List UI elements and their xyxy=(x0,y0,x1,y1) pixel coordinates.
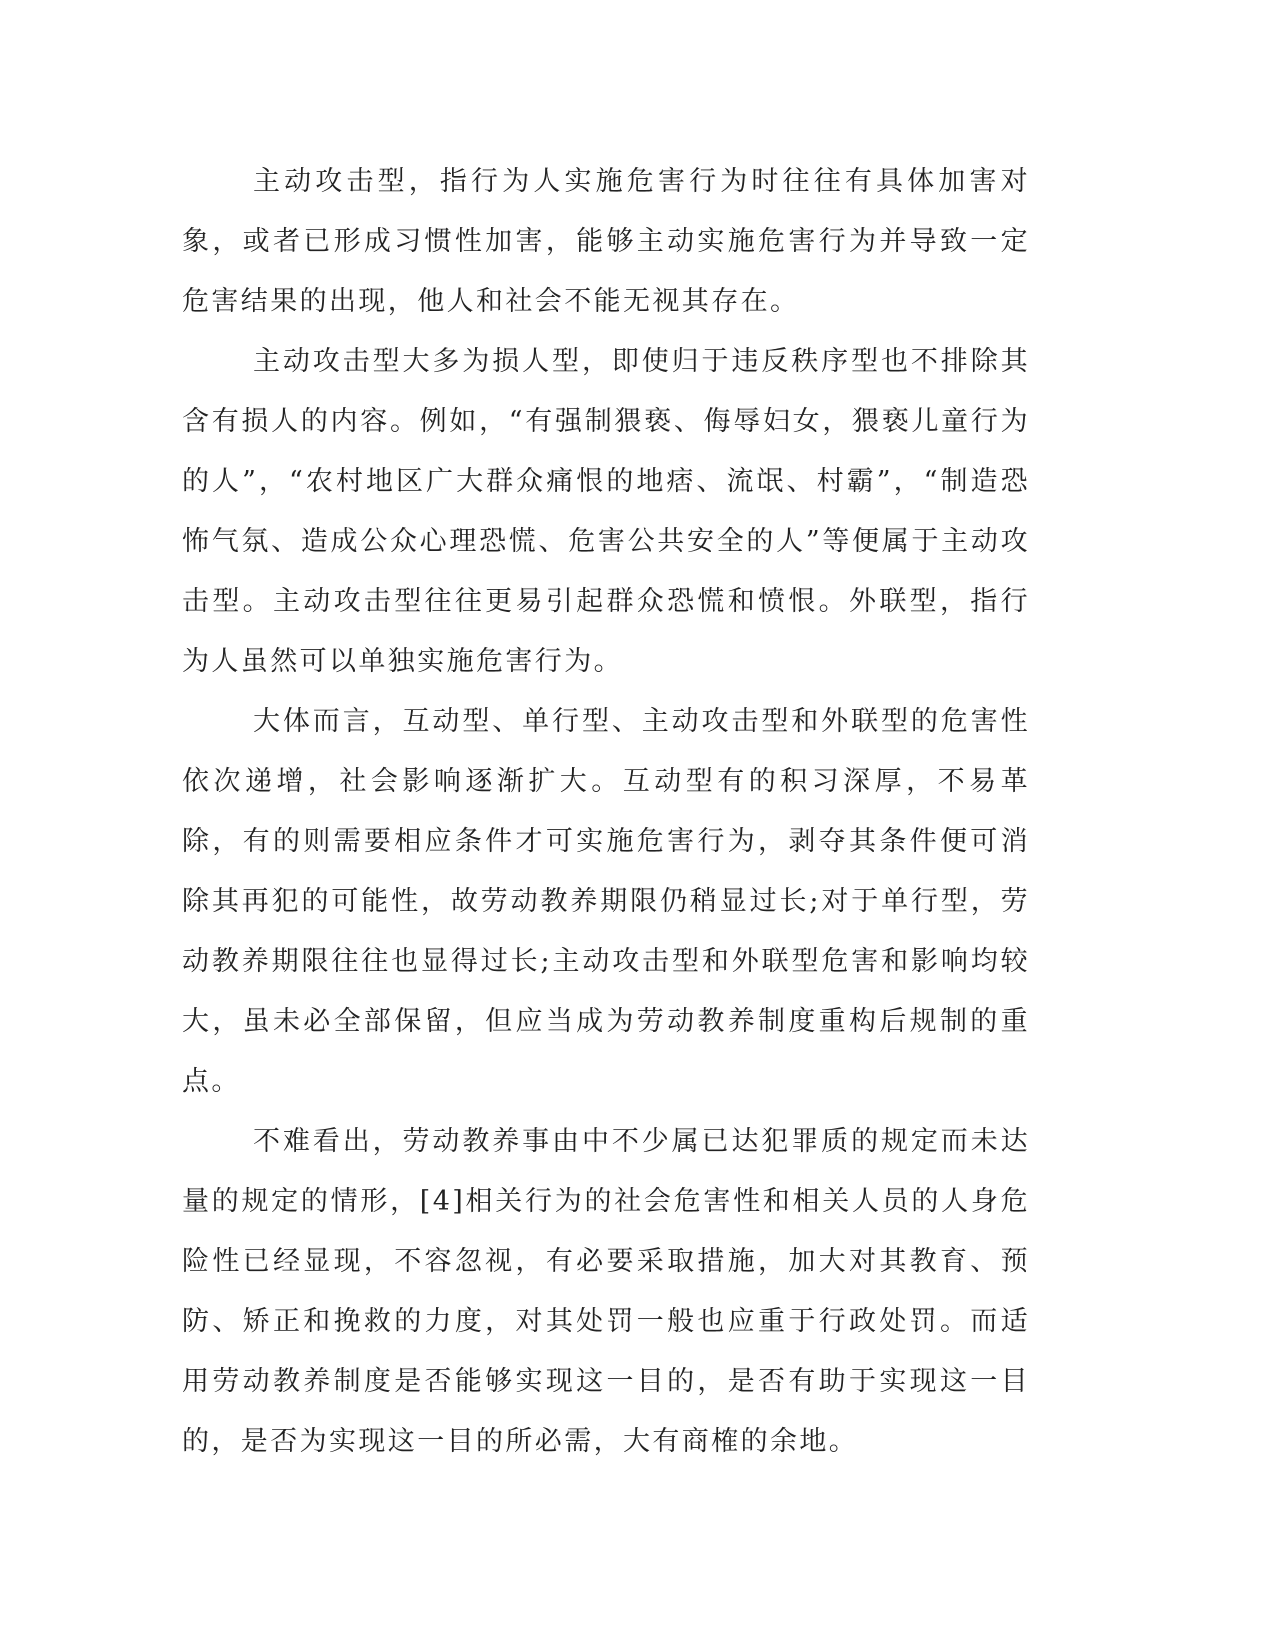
paragraph-4: 不难看出，劳动教养事由中不少属已达犯罪质的规定而未达量的规定的情形，[4]相关行为的社会危害性和相关人员的人身危险性已经显现，不容忽视，有必要采取措施，加大对其教育、预防、矫正和挽救的力度，对其处罚一般也应重于行政处罚。而适用劳动教养制度是否能够实现这一目的，是否有助于实现这一目的，是否为实现这一目的所必需，大有商榷的余地。 xyxy=(182,1126,1030,1457)
document-body xyxy=(182,152,1030,1472)
paragraph-1: 主动攻击型，指行为人实施危害行为时往往有具体加害对象，或者已形成习惯性加害，能够主动实施危害行为并导致一定危害结果的出现，他人和社会不能无视其存在。 xyxy=(182,166,1030,317)
paragraph-2: 主动攻击型大多为损人型，即使归于违反秩序型也不排除其含有损人的内容。例如，“有强制猥亵、侮辱妇女，猥亵儿童行为的人”，“农村地区广大群众痛恨的地痞、流氓、村霸”，“制造恐怖气氛、造成公众心理恐慌、危害公共安全的人”等便属于主动攻击型。主动攻击型往往更易引起群众恐慌和愤恨。外联型，指行为人虽然可以单独实施危害行为。 xyxy=(182,346,1030,677)
paragraph-3: 大体而言，互动型、单行型、主动攻击型和外联型的危害性依次递增，社会影响逐渐扩大。互动型有的积习深厚，不易革除，有的则需要相应条件才可实施危害行为，剥夺其条件便可消除其再犯的可能性，故劳动教养期限仍稍显过长;对于单行型，劳动教养期限往往也显得过长;主动攻击型和外联型危害和影响均较大，虽未必全部保留，但应当成为劳动教养制度重构后规制的重点。 xyxy=(182,706,1030,1097)
